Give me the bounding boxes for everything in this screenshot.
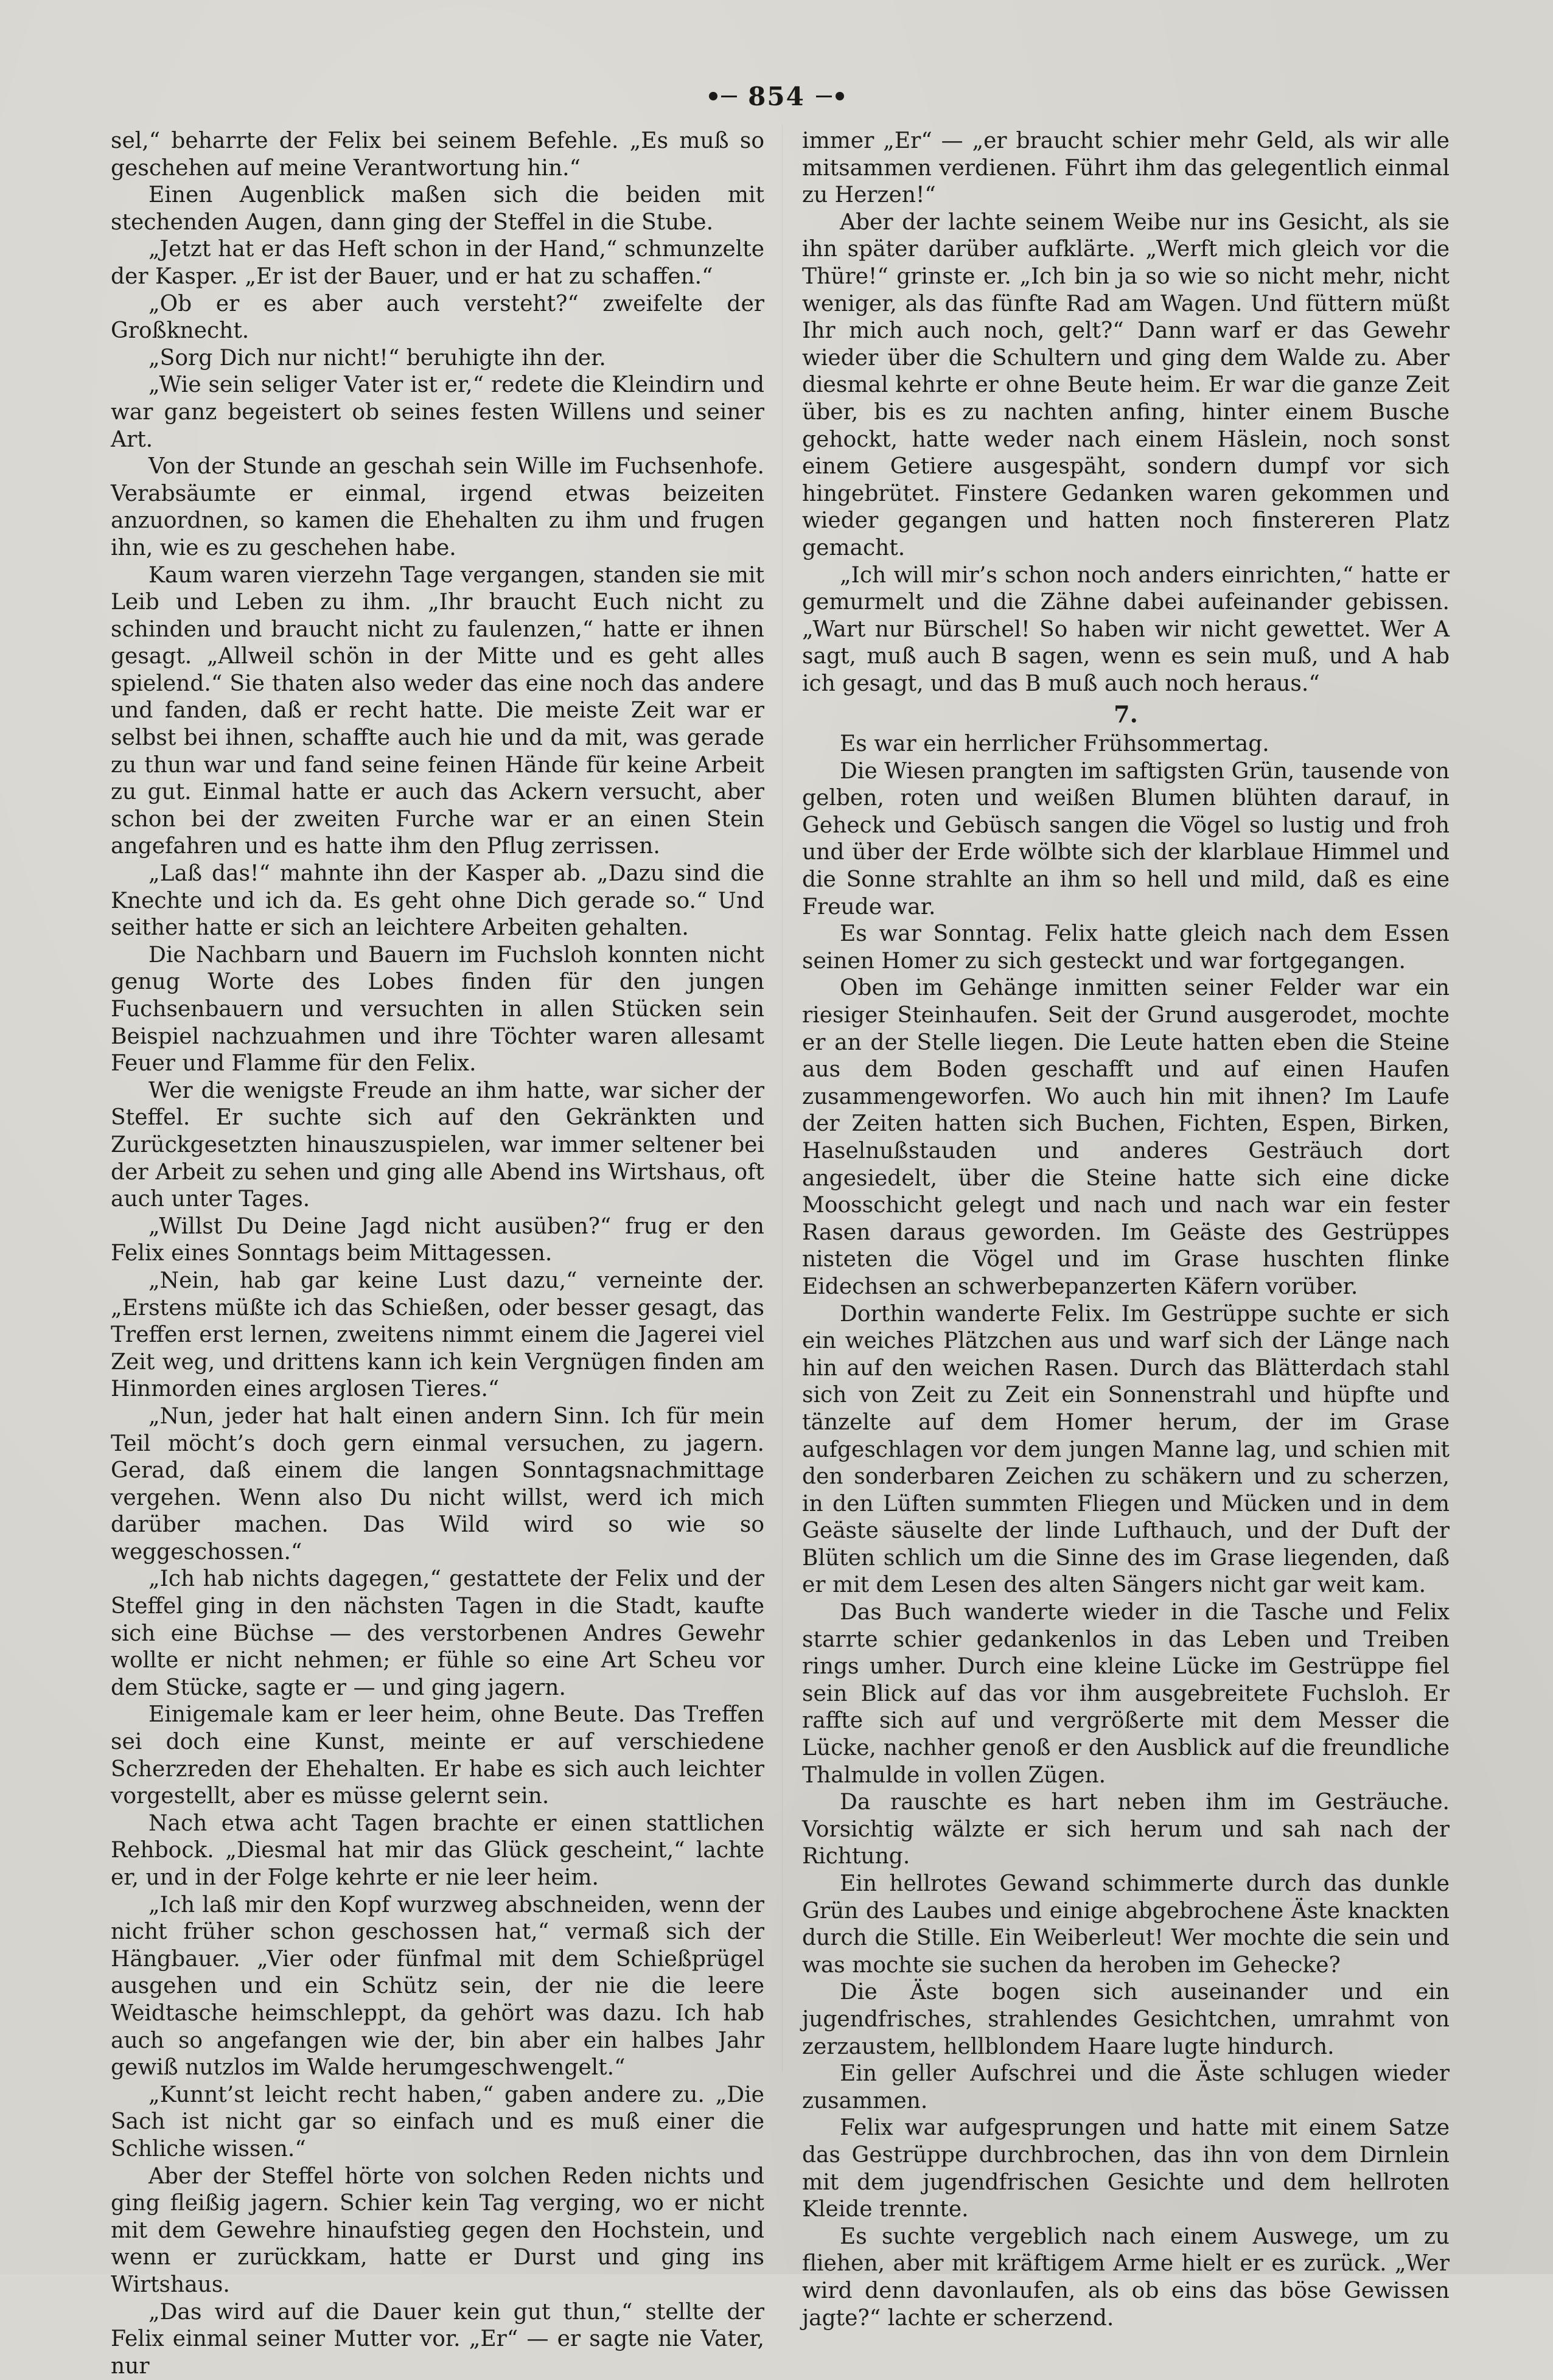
paragraph: Die Äste bogen sich auseinander und ein jugendfrisches, strahlendes Gesichtchen, umrahmt von zerzaustem, hellblondem Haare lugte hindurch. — [802, 1979, 1450, 2061]
paragraph: „Willst Du Deine Jagd nicht ausüben?“ frug er den Felix eines Sonntags beim Mittagessen. — [111, 1213, 764, 1268]
paragraph: „Ich laß mir den Kopf wurzweg abschneiden, wenn der nicht früher schon geschossen hat,“ vermaß sich der Hängbauer. „Vier oder fünfmal mit dem Schießprügel ausgehen und ein Schütz sein, der nie die leere Weidtasche heimschleppt, da gehört was dazu. Ich hab auch so angefangen wie der, bin aber ein halbes Jahr gewiß nutzlos im Walde herumgeschwengelt.“ — [111, 1892, 764, 2082]
paragraph: „Jetzt hat er das Heft schon in der Hand,“ schmunzelte der Kasper. „Er ist der Bauer, und er hat zu schaffen.“ — [111, 236, 764, 290]
paragraph: Dorthin wanderte Felix. Im Gestrüppe suchte er sich ein weiches Plätzchen aus und warf sich der Länge nach hin auf den weichen Rasen. Durch das Blätterdach stahl sich von Zeit zu Zeit ein Sonnenstrahl und hüpfte und tänzelte auf dem Homer herum, der im Grase aufgeschlagen vor dem jungen Manne lag, und schien mit den sonderbaren Zeichen zu schäkern und zu scherzen, in den Lüften summten Fliegen und Mücken und in dem Geäste säuselte der linde Lufthauch, und der Duft der Blüten schlich um die Sinne des im Grase liegenden, daß er mit dem Lesen des alten Sängers nicht gar weit kam. — [802, 1301, 1450, 1600]
ornament-right-icon — [816, 92, 844, 100]
paragraph: Die Wiesen prangten im saftigsten Grün, tausende von gelben, roten und weißen Blumen blühten darauf, in Geheck und Gebüsch sangen die Vögel so lustig und froh und über der Erde wölbte sich der klarblaue Himmel und die Sonne strahlte an ihm so hell und mild, daß es eine Freude war. — [802, 758, 1450, 921]
paragraph: Es war Sonntag. Felix hatte gleich nach dem Essen seinen Homer zu sich gesteckt und war fortgegangen. — [802, 921, 1450, 975]
paragraph: Die Nachbarn und Bauern im Fuchsloh konnten nicht genug Worte des Lobes finden für den jungen Fuchsenbauern und versuchten in allen Stücken sein Beispiel nachzuahmen und ihre Töchter waren allesamt Feuer und Flamme für den Felix. — [111, 942, 764, 1078]
paragraph: „Das wird auf die Dauer kein gut thun,“ stellte der Felix einmal seiner Mutter vor. „Er“ — er sagte nie Vater, nur — [111, 2299, 764, 2380]
paragraph: Wer die wenigste Freude an ihm hatte, war sicher der Steffel. Er suchte sich auf den Gekränkten und Zurückgesetzten hinauszuspielen, war immer seltener bei der Arbeit zu sehen und ging alle Abend ins Wirtshaus, oft auch unter Tages. — [111, 1078, 764, 1213]
paragraph: Aber der Steffel hörte von solchen Reden nichts und ging fleißig jagern. Schier kein Tag verging, wo er nicht mit dem Gewehre hinaufstieg gegen den Hochstein, und wenn er zurückkam, hatte er Durst und ging ins Wirtshaus. — [111, 2163, 764, 2299]
paragraph: „Kunnt’st leicht recht haben,“ gaben andere zu. „Die Sach ist nicht gar so einfach und es muß einer die Schliche wissen.“ — [111, 2082, 764, 2163]
paragraph: „Ob er es aber auch versteht?“ zweifelte der Großknecht. — [111, 291, 764, 345]
column-gutter — [782, 125, 783, 2072]
paragraph: „Wie sein seliger Vater ist er,“ redete die Kleindirn und war ganz begeistert ob seines festen Willens und seiner Art. — [111, 372, 764, 453]
paragraph: „Ich hab nichts dagegen,“ gestattete der Felix und der Steffel ging in den nächsten Tagen in die Stadt, kaufte sich eine Büchse — des verstorbenen Andres Gewehr wollte er nicht nehmen; er fühle so eine Art Scheu vor dem Stücke, sagte er — und ging jagern. — [111, 1566, 764, 1701]
paragraph: Ein hellrotes Gewand schimmerte durch das dunkle Grün des Laubes und einige abgebrochene Äste knackten durch die Stille. Ein Weiberleut! Wer mochte die sein und was mochte sie suchen da heroben im Gehecke? — [802, 1871, 1450, 1979]
paragraph: Es suchte vergeblich nach einem Auswege, um zu fliehen, aber mit kräftigem Arme hielt er es zurück. „Wer wird denn davonlaufen, als ob eins das böse Gewissen jagte?“ lachte er scherzend. — [802, 2224, 1450, 2332]
page-header — [0, 78, 1553, 114]
paragraph: Von der Stunde an geschah sein Wille im Fuchsenhofe. Verabsäumte er einmal, irgend etwas beizeiten anzuordnen, so kamen die Ehehalten zu ihm und frugen ihn, wie es zu geschehen habe. — [111, 453, 764, 562]
paragraph: „Nein, hab gar keine Lust dazu,“ verneinte der. „Erstens müßte ich das Schießen, oder besser gesagt, das Treffen erst lernen, zweitens nimmt einem die Jagerei viel Zeit weg, und drittens kann ich kein Vergnügen finden am Hinmorden eines arglosen Tieres.“ — [111, 1268, 764, 1403]
left-column — [111, 128, 764, 2380]
paragraph: „Ich will mir’s schon noch anders einrichten,“ hatte er gemurmelt und die Zähne dabei aufeinander gebissen. „Wart nur Bürschel! So haben wir nicht gewettet. Wer A sagt, muß auch B sagen, wenn es sein muß, und A hab ich gesagt, und das B muß auch noch heraus.“ — [802, 562, 1450, 698]
paragraph: Da rauschte es hart neben ihm im Gesträuche. Vorsichtig wälzte er sich herum und sah nach der Richtung. — [802, 1789, 1450, 1871]
paragraph: Nach etwa acht Tagen brachte er einen stattlichen Rehbock. „Diesmal hat mir das Glück gescheint,“ lachte er, und in der Folge kehrte er nie leer heim. — [111, 1810, 764, 1892]
paragraph: Felix war aufgesprungen und hatte mit einem Satze das Gestrüppe durchbrochen, das ihn von dem Dirnlein mit dem jugendfrischen Gesichte und dem hellroten Kleide trennte. — [802, 2115, 1450, 2223]
paragraph: Einigemale kam er leer heim, ohne Beute. Das Treffen sei doch eine Kunst, meinte er auf verschiedene Scherzreden der Ehehalten. Er habe es sich auch leichter vorgestellt, aber es müsse gelernt sein. — [111, 1701, 764, 1810]
page-number: 854 — [748, 82, 805, 111]
paragraph: Das Buch wanderte wieder in die Tasche und Felix starrte schier gedankenlos in das Leben und Treiben rings umher. Durch eine kleine Lücke im Gestrüppe fiel sein Blick auf das vor ihm ausgebreitete Fuchsloh. Er raffte sich auf und vergrößerte mit dem Messer die Lücke, nachher genoß er den Ausblick auf die freundliche Thalmulde in vollen Zügen. — [802, 1599, 1450, 1789]
paragraph: sel,“ beharrte der Felix bei seinem Befehle. „Es muß so geschehen auf meine Verantwortung hin.“ — [111, 128, 764, 182]
paragraph: Einen Augenblick maßen sich die beiden mit stechenden Augen, dann ging der Steffel in die Stube. — [111, 182, 764, 236]
right-column — [802, 128, 1450, 2332]
ornament-left-icon — [709, 92, 737, 100]
paragraph: immer „Er“ — „er braucht schier mehr Geld, als wir alle mitsammen verdienen. Führt ihm das gelegentlich einmal zu Herzen!“ — [802, 128, 1450, 209]
paragraph: Aber der lachte seinem Weibe nur ins Gesicht, als sie ihn später darüber aufklärte. „Werft mich gleich vor die Thüre!“ grinste er. „Ich bin ja so wie so nicht mehr, nicht weniger, als das fünfte Rad am Wagen. Und füttern müßt Ihr mich auch noch, gelt?“ Dann warf er das Gewehr wieder über die Schultern und ging dem Walde zu. Aber diesmal kehrte er ohne Beute heim. Er war die ganze Zeit über, bis es zu nachten anfing, hinter einem Busche gehockt, hatte weder nach einem Häslein, noch sonst einem Getiere ausgespäht, sondern dumpf vor sich hingebrütet. Finstere Gedanken waren gekommen und wieder gegangen und hatten noch finstereren Platz gemacht. — [802, 209, 1450, 562]
section-number: 7. — [802, 701, 1450, 728]
paragraph: „Laß das!“ mahnte ihn der Kasper ab. „Dazu sind die Knechte und ich da. Es geht ohne Dich gerade so.“ Und seither hatte er sich an leichtere Arbeiten gehalten. — [111, 860, 764, 942]
paragraph: „Sorg Dich nur nicht!“ beruhigte ihn der. — [111, 345, 764, 372]
paragraph: Oben im Gehänge inmitten seiner Felder war ein riesiger Steinhaufen. Seit der Grund ausgerodet, mochte er an der Stelle liegen. Die Leute hatten eben die Steine aus dem Boden geschafft und auf einen Haufen zusammengeworfen. Wo auch hin mit ihnen? Im Laufe der Zeiten hatten sich Buchen, Fichten, Espen, Birken, Haselnußstauden und anderes Gesträuch dort angesiedelt, über die Steine hatte sich eine dicke Moosschicht gelegt und nach und nach war ein fester Rasen daraus geworden. Im Geäste des Gestrüppes nisteten die Vögel und im Grase huschten flinke Eidechsen an schwerbepanzerten Käfern vorüber. — [802, 975, 1450, 1300]
paragraph: Kaum waren vierzehn Tage vergangen, standen sie mit Leib und Leben zu ihm. „Ihr braucht Euch nicht zu schinden und braucht nicht zu faulenzen,“ hatte er ihnen gesagt. „Allweil schön in der Mitte und es geht alles spielend.“ Sie thaten also weder das eine noch das andere und fanden, daß er recht hatte. Die meiste Zeit war er selbst bei ihnen, schaffte auch hie und da mit, was gerade zu thun war und fand seine feinen Hände für keine Arbeit zu gut. Einmal hatte er auch das Ackern versucht, aber schon bei der zweiten Furche war er an einen Stein angefahren und es hatte ihm den Pflug zerrissen. — [111, 562, 764, 861]
paragraph: „Nun, jeder hat halt einen andern Sinn. Ich für mein Teil möcht’s doch gern einmal versuchen, zu jagern. Gerad, daß einem die langen Sonntagsnachmittage vergehen. Wenn also Du nicht willst, werd ich mich darüber machen. Das Wild wird so wie so weggeschossen.“ — [111, 1403, 764, 1566]
paragraph: Ein geller Aufschrei und die Äste schlugen wieder zusammen. — [802, 2061, 1450, 2115]
paragraph: Es war ein herrlicher Frühsommertag. — [802, 731, 1450, 758]
